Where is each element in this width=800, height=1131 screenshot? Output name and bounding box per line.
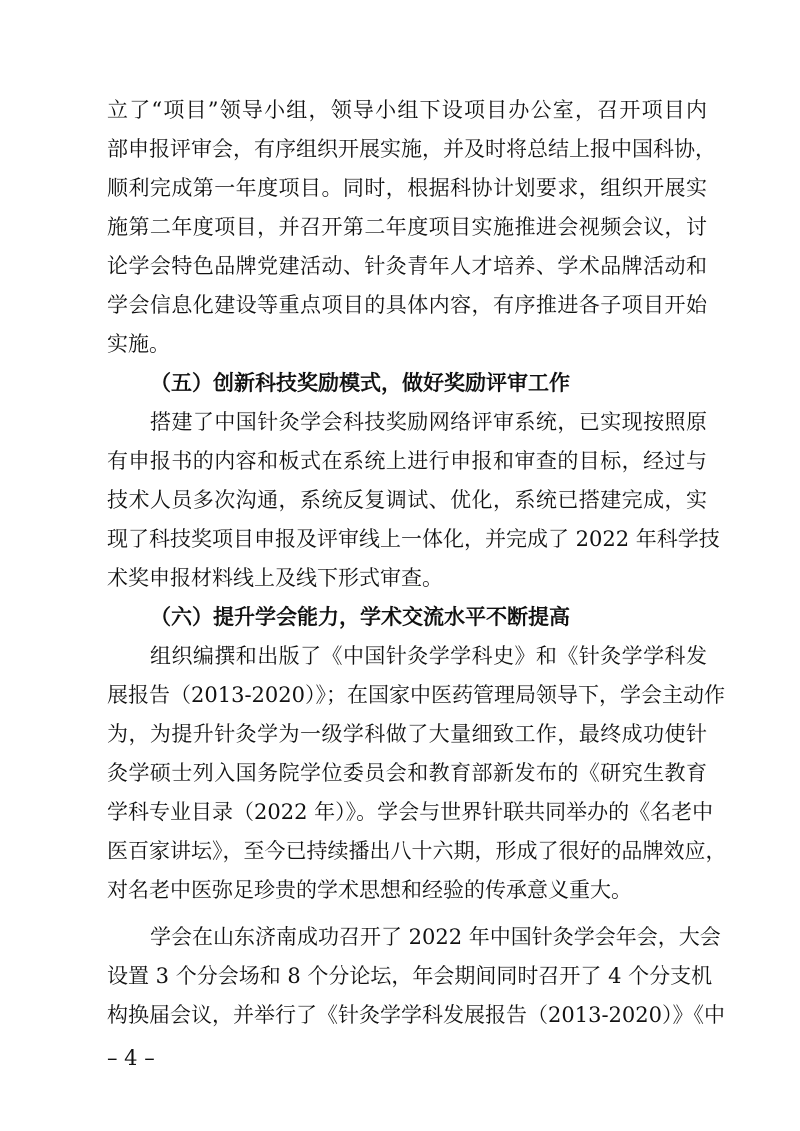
text-line: 术奖申报材料线上及线下形式审查。: [107, 566, 443, 590]
text-line: 立了“项目”领导小组，领导小组下设项目办公室，召开项目内: [107, 98, 707, 122]
text-line: 施第二年度项目，并召开第二年度项目实施推进会视频会议，讨: [107, 215, 707, 239]
text-line: 医百家讲坛》，至今已持续播出八十六期，形成了很好的品牌效应，: [107, 839, 727, 863]
text-line: 实施。: [107, 332, 170, 356]
text-line: 对名老中医弥足珍贵的学术思想和经验的传承意义重大。: [107, 878, 632, 902]
text-line: 学会在山东济南成功召开了 2022 年中国针灸学会年会，大会: [150, 925, 721, 949]
page-number: – 4 –: [107, 1046, 155, 1070]
text-line: 技术人员多次沟通，系统反复调试、优化，系统已搭建完成，实: [107, 488, 707, 512]
text-line: 灸学硕士列入国务院学位委员会和教育部新发布的《研究生教育: [107, 761, 707, 785]
text-line: 组织编撰和出版了《中国针灸学学科史》和《针灸学学科发: [150, 644, 707, 668]
text-line: 顺利完成第一年度项目。同时，根据科协计划要求，组织开展实: [107, 176, 707, 200]
section-heading: （五）创新科技奖励模式，做好奖励评审工作: [150, 371, 570, 395]
text-line: 为，为提升针灸学为一级学科做了大量细致工作，最终成功使针: [107, 722, 707, 746]
section-heading: （六）提升学会能力，学术交流水平不断提高: [150, 605, 570, 629]
text-line: 现了科技奖项目申报及评审线上一体化，并完成了 2022 年科学技: [107, 527, 720, 551]
text-line: 论学会特色品牌党建活动、针灸青年人才培养、学术品牌活动和: [107, 254, 707, 278]
text-line: 搭建了中国针灸学会科技奖励网络评审系统，已实现按照原: [150, 410, 707, 434]
text-line: 学会信息化建设等重点项目的具体内容，有序推进各子项目开始: [107, 293, 707, 317]
text-line: 设置 3 个分会场和 8 个分论坛，年会期间同时召开了 4 个分支机: [107, 964, 713, 988]
text-line: 展报告（2013-2020）》；在国家中医药管理局领导下，学会主动作: [107, 683, 725, 707]
text-line: 学科专业目录（2022 年）》。学会与世界针联共同举办的《名老中: [107, 800, 714, 824]
text-line: 部申报评审会，有序组织开展实施，并及时将总结上报中国科协，: [107, 137, 716, 161]
text-line: 有申报书的内容和板式在系统上进行申报和审查的目标，经过与: [107, 449, 707, 473]
text-line: 构换届会议，并举行了《针灸学学科发展报告（2013-2020）》《中: [107, 1003, 725, 1027]
